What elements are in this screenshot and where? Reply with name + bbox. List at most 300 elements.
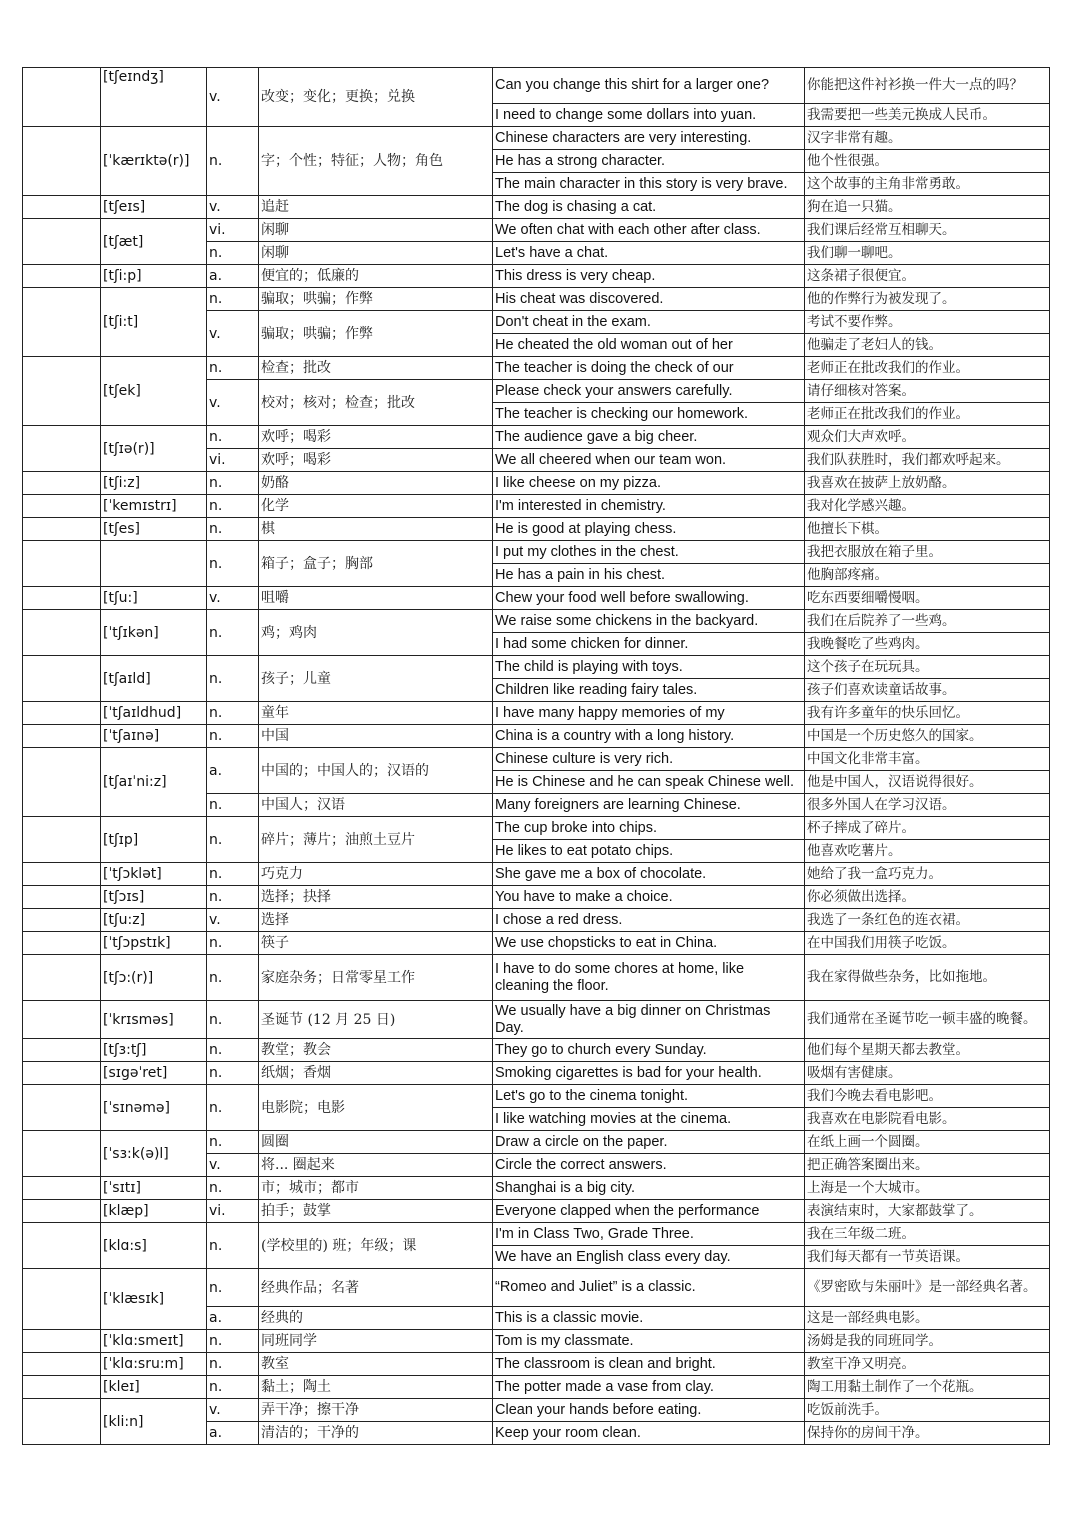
meaning-cell: 闲聊 — [259, 242, 493, 265]
translation-cell: 老师正在批改我们的作业。 — [805, 357, 1050, 380]
meaning-cell: 教堂；教会 — [259, 1039, 493, 1062]
table-row — [23, 1177, 1050, 1200]
translation-cell: 她给了我一盒巧克力。 — [805, 863, 1050, 886]
table-row — [23, 587, 1050, 610]
example-sentence-cell: We have an English class every day. — [493, 1246, 805, 1269]
example-sentence-cell: I'm interested in chemistry. — [493, 495, 805, 518]
table-row — [23, 196, 1050, 219]
example-sentence-cell: “Romeo and Juliet” is a classic. — [493, 1269, 805, 1307]
example-sentence-cell: Chinese culture is very rich. — [493, 748, 805, 771]
meaning-cell: 筷子 — [259, 932, 493, 955]
table-row — [23, 656, 1050, 679]
table-row — [23, 610, 1050, 633]
word-cell — [23, 1353, 101, 1376]
meaning-cell: 骗取；哄骗；作弊 — [259, 288, 493, 311]
table-row — [23, 932, 1050, 955]
word-cell — [23, 127, 101, 196]
part-of-speech-cell: n. — [207, 932, 259, 955]
example-sentence-cell: You have to make a choice. — [493, 886, 805, 909]
example-sentence-cell: The cup broke into chips. — [493, 817, 805, 840]
translation-cell: 很多外国人在学习汉语。 — [805, 794, 1050, 817]
part-of-speech-cell: vi. — [207, 219, 259, 242]
part-of-speech-cell: n. — [207, 495, 259, 518]
phonetic-cell: [tʃi:p] — [101, 265, 207, 288]
example-sentence-cell: Draw a circle on the paper. — [493, 1131, 805, 1154]
example-sentence-cell: I had some chicken for dinner. — [493, 633, 805, 656]
phonetic-cell: [ˈtʃɔpstɪk] — [101, 932, 207, 955]
phonetic-cell: [ˈklɑ:sru:m] — [101, 1353, 207, 1376]
example-sentence-cell: The child is playing with toys. — [493, 656, 805, 679]
example-sentence-cell: Chinese characters are very interesting. — [493, 127, 805, 150]
part-of-speech-cell: n. — [207, 518, 259, 541]
word-cell — [23, 1376, 101, 1399]
part-of-speech-cell: n. — [207, 1376, 259, 1399]
translation-cell: 请仔细核对答案。 — [805, 380, 1050, 403]
phonetic-cell: [ˈtʃɔklət] — [101, 863, 207, 886]
phonetic-cell: [tʃi:t] — [101, 288, 207, 357]
part-of-speech-cell: n. — [207, 541, 259, 587]
translation-cell: 吃饭前洗手。 — [805, 1399, 1050, 1422]
example-sentence-cell: The dog is chasing a cat. — [493, 196, 805, 219]
example-sentence-cell: Circle the correct answers. — [493, 1154, 805, 1177]
part-of-speech-cell: vi. — [207, 1200, 259, 1223]
meaning-cell: 纸烟；香烟 — [259, 1062, 493, 1085]
part-of-speech-cell: n. — [207, 357, 259, 380]
phonetic-cell: [tʃek] — [101, 357, 207, 426]
example-sentence-cell: Many foreigners are learning Chinese. — [493, 794, 805, 817]
word-cell — [23, 656, 101, 702]
part-of-speech-cell: v. — [207, 909, 259, 932]
phonetic-cell: [tʃaɪˈni:z] — [101, 748, 207, 817]
phonetic-cell: [kleɪ] — [101, 1376, 207, 1399]
translation-cell: 杯子摔成了碎片。 — [805, 817, 1050, 840]
translation-cell: 在纸上画一个圆圈。 — [805, 1131, 1050, 1154]
meaning-cell: 便宜的；低廉的 — [259, 265, 493, 288]
phonetic-cell: [ˈtʃaɪldhud] — [101, 702, 207, 725]
table-row — [23, 1353, 1050, 1376]
word-cell — [23, 610, 101, 656]
example-sentence-cell: The teacher is checking our homework. — [493, 403, 805, 426]
word-cell — [23, 932, 101, 955]
phonetic-cell: [kli:n] — [101, 1399, 207, 1445]
table-row — [23, 288, 1050, 311]
table-row — [23, 1001, 1050, 1039]
meaning-cell: 鸡；鸡肉 — [259, 610, 493, 656]
part-of-speech-cell: v. — [207, 1154, 259, 1177]
table-row — [23, 1330, 1050, 1353]
word-cell — [23, 68, 101, 127]
phonetic-cell: [tʃu:] — [101, 587, 207, 610]
example-sentence-cell: We often chat with each other after class. — [493, 219, 805, 242]
table-row — [23, 495, 1050, 518]
table-row — [23, 1062, 1050, 1085]
example-sentence-cell: This dress is very cheap. — [493, 265, 805, 288]
example-sentence-cell: Let's have a chat. — [493, 242, 805, 265]
translation-cell: 他胸部疼痛。 — [805, 564, 1050, 587]
example-sentence-cell: He is Chinese and he can speak Chinese well. — [493, 771, 805, 794]
phonetic-cell: [ˈtʃɪkən] — [101, 610, 207, 656]
translation-cell: 教室干净又明亮。 — [805, 1353, 1050, 1376]
translation-cell: 我需要把一些美元换成人民币。 — [805, 104, 1050, 127]
meaning-cell: 经典的 — [259, 1307, 493, 1330]
word-cell — [23, 1039, 101, 1062]
example-sentence-cell: I have many happy memories of my — [493, 702, 805, 725]
part-of-speech-cell: n. — [207, 288, 259, 311]
phonetic-cell: [tʃɜ:tʃ] — [101, 1039, 207, 1062]
phonetic-cell: [ˈsɪnəmə] — [101, 1085, 207, 1131]
meaning-cell: 家庭杂务；日常零星工作 — [259, 955, 493, 1001]
table-row — [23, 955, 1050, 1001]
meaning-cell: 选择 — [259, 909, 493, 932]
example-sentence-cell: He cheated the old woman out of her — [493, 334, 805, 357]
table-row — [23, 1269, 1050, 1307]
part-of-speech-cell: v. — [207, 587, 259, 610]
phonetic-cell: [ˈklɑ:smeɪt] — [101, 1330, 207, 1353]
meaning-cell: 孩子；儿童 — [259, 656, 493, 702]
example-sentence-cell: The main character in this story is very brave. — [493, 173, 805, 196]
word-cell — [23, 1223, 101, 1269]
word-cell — [23, 196, 101, 219]
translation-cell: 上海是一个大城市。 — [805, 1177, 1050, 1200]
example-sentence-cell: The audience gave a big cheer. — [493, 426, 805, 449]
translation-cell: 观众们大声欢呼。 — [805, 426, 1050, 449]
meaning-cell: 弄干净；擦干净 — [259, 1399, 493, 1422]
example-sentence-cell: I'm in Class Two, Grade Three. — [493, 1223, 805, 1246]
table-row — [23, 725, 1050, 748]
meaning-cell: 校对；核对；检查；批改 — [259, 380, 493, 426]
translation-cell: 你必须做出选择。 — [805, 886, 1050, 909]
word-cell — [23, 748, 101, 817]
phonetic-cell: [ˈsɜ:k(ə)l] — [101, 1131, 207, 1177]
translation-cell: 吃东西要细嚼慢咽。 — [805, 587, 1050, 610]
translation-cell: 《罗密欧与朱丽叶》是一部经典名著。 — [805, 1269, 1050, 1307]
meaning-cell: 中国 — [259, 725, 493, 748]
word-cell — [23, 1001, 101, 1039]
part-of-speech-cell: n. — [207, 955, 259, 1001]
example-sentence-cell: We all cheered when our team won. — [493, 449, 805, 472]
part-of-speech-cell: n. — [207, 1353, 259, 1376]
table-row — [23, 265, 1050, 288]
example-sentence-cell: Shanghai is a big city. — [493, 1177, 805, 1200]
example-sentence-cell: We usually have a big dinner on Christmas Day. — [493, 1001, 805, 1039]
word-cell — [23, 955, 101, 1001]
phonetic-cell: [tʃeɪs] — [101, 196, 207, 219]
example-sentence-cell: He is good at playing chess. — [493, 518, 805, 541]
part-of-speech-cell: vi. — [207, 449, 259, 472]
part-of-speech-cell: v. — [207, 1399, 259, 1422]
translation-cell: 我对化学感兴趣。 — [805, 495, 1050, 518]
part-of-speech-cell: a. — [207, 1307, 259, 1330]
meaning-cell: 黏土；陶土 — [259, 1376, 493, 1399]
meaning-cell: 闲聊 — [259, 219, 493, 242]
phonetic-cell: [tʃi:z] — [101, 472, 207, 495]
part-of-speech-cell: n. — [207, 1330, 259, 1353]
meaning-cell: 欢呼；喝彩 — [259, 426, 493, 449]
translation-cell: 这个孩子在玩玩具。 — [805, 656, 1050, 679]
phonetic-cell: [tʃæt] — [101, 219, 207, 265]
example-sentence-cell: The teacher is doing the check of our — [493, 357, 805, 380]
meaning-cell: 圣诞节 (12 月 25 日) — [259, 1001, 493, 1039]
translation-cell: 中国是一个历史悠久的国家。 — [805, 725, 1050, 748]
word-cell — [23, 702, 101, 725]
phonetic-cell: [klɑ:s] — [101, 1223, 207, 1269]
translation-cell: 我在三年级二班。 — [805, 1223, 1050, 1246]
part-of-speech-cell: n. — [207, 1269, 259, 1307]
phonetic-cell: [tʃaɪld] — [101, 656, 207, 702]
example-sentence-cell: I put my clothes in the chest. — [493, 541, 805, 564]
translation-cell: 他们每个星期天都去教堂。 — [805, 1039, 1050, 1062]
meaning-cell: 经典作品；名著 — [259, 1269, 493, 1307]
phonetic-cell: [sɪgəˈret] — [101, 1062, 207, 1085]
meaning-cell: 巧克力 — [259, 863, 493, 886]
phonetic-cell: [tʃu:z] — [101, 909, 207, 932]
word-cell — [23, 1085, 101, 1131]
part-of-speech-cell: n. — [207, 1223, 259, 1269]
part-of-speech-cell: v. — [207, 380, 259, 426]
table-row — [23, 219, 1050, 242]
vocabulary-table — [22, 67, 1050, 1445]
meaning-cell: 碎片；薄片；油煎土豆片 — [259, 817, 493, 863]
meaning-cell: 拍手；鼓掌 — [259, 1200, 493, 1223]
translation-cell: 我把衣服放在箱子里。 — [805, 541, 1050, 564]
phonetic-cell: [ˈtʃaɪnə] — [101, 725, 207, 748]
part-of-speech-cell: v. — [207, 68, 259, 127]
word-cell — [23, 1062, 101, 1085]
part-of-speech-cell: n. — [207, 863, 259, 886]
part-of-speech-cell: a. — [207, 1422, 259, 1445]
meaning-cell: 箱子；盒子；胸部 — [259, 541, 493, 587]
meaning-cell: 市；城市；都市 — [259, 1177, 493, 1200]
translation-cell: 汤姆是我的同班同学。 — [805, 1330, 1050, 1353]
translation-cell: 他擅长下棋。 — [805, 518, 1050, 541]
meaning-cell: 同班同学 — [259, 1330, 493, 1353]
part-of-speech-cell: n. — [207, 242, 259, 265]
meaning-cell: 奶酪 — [259, 472, 493, 495]
table-row — [23, 127, 1050, 150]
table-row — [23, 1085, 1050, 1108]
phonetic-cell: [ˈklæsɪk] — [101, 1269, 207, 1330]
meaning-cell: 追赶 — [259, 196, 493, 219]
example-sentence-cell: Keep your room clean. — [493, 1422, 805, 1445]
example-sentence-cell: Let's go to the cinema tonight. — [493, 1085, 805, 1108]
word-cell — [23, 1399, 101, 1445]
phonetic-cell: [tʃeɪndʒ] — [101, 68, 207, 127]
meaning-cell: (学校里的) 班；年级；课 — [259, 1223, 493, 1269]
example-sentence-cell: The potter made a vase from clay. — [493, 1376, 805, 1399]
translation-cell: 吸烟有害健康。 — [805, 1062, 1050, 1085]
part-of-speech-cell: n. — [207, 472, 259, 495]
part-of-speech-cell: n. — [207, 794, 259, 817]
translation-cell: 我们在后院养了一些鸡。 — [805, 610, 1050, 633]
phonetic-cell — [101, 541, 207, 587]
translation-cell: 保持你的房间干净。 — [805, 1422, 1050, 1445]
translation-cell: 孩子们喜欢读童话故事。 — [805, 679, 1050, 702]
table-row — [23, 357, 1050, 380]
word-cell — [23, 863, 101, 886]
meaning-cell: 将... 圈起来 — [259, 1154, 493, 1177]
phonetic-cell: [tʃes] — [101, 518, 207, 541]
part-of-speech-cell: n. — [207, 127, 259, 196]
word-cell — [23, 357, 101, 426]
meaning-cell: 中国人；汉语 — [259, 794, 493, 817]
word-cell — [23, 288, 101, 357]
translation-cell: 我们今晚去看电影吧。 — [805, 1085, 1050, 1108]
word-cell — [23, 1131, 101, 1177]
word-cell — [23, 495, 101, 518]
part-of-speech-cell: n. — [207, 725, 259, 748]
part-of-speech-cell: n. — [207, 1085, 259, 1131]
translation-cell: 他的作弊行为被发现了。 — [805, 288, 1050, 311]
part-of-speech-cell: v. — [207, 311, 259, 357]
part-of-speech-cell: n. — [207, 1062, 259, 1085]
example-sentence-cell: He has a strong character. — [493, 150, 805, 173]
vocabulary-table-body — [23, 68, 1050, 1445]
example-sentence-cell: They go to church every Sunday. — [493, 1039, 805, 1062]
example-sentence-cell: I chose a red dress. — [493, 909, 805, 932]
table-row — [23, 886, 1050, 909]
meaning-cell: 改变；变化；更换；兑换 — [259, 68, 493, 127]
example-sentence-cell: Don't cheat in the exam. — [493, 311, 805, 334]
meaning-cell: 中国的；中国人的；汉语的 — [259, 748, 493, 794]
meaning-cell: 童年 — [259, 702, 493, 725]
example-sentence-cell: Tom is my classmate. — [493, 1330, 805, 1353]
example-sentence-cell: I like cheese on my pizza. — [493, 472, 805, 495]
meaning-cell: 棋 — [259, 518, 493, 541]
word-cell — [23, 1269, 101, 1330]
translation-cell: 狗在追一只猫。 — [805, 196, 1050, 219]
translation-cell: 把正确答案圈出来。 — [805, 1154, 1050, 1177]
table-row — [23, 1039, 1050, 1062]
table-row — [23, 1223, 1050, 1246]
translation-cell: 我在家得做些杂务，比如拖地。 — [805, 955, 1050, 1001]
part-of-speech-cell: n. — [207, 1001, 259, 1039]
phonetic-cell: [ˈkrɪsməs] — [101, 1001, 207, 1039]
table-row — [23, 748, 1050, 771]
example-sentence-cell: Everyone clapped when the performance — [493, 1200, 805, 1223]
translation-cell: 我喜欢在披萨上放奶酪。 — [805, 472, 1050, 495]
translation-cell: 我们通常在圣诞节吃一顿丰盛的晚餐。 — [805, 1001, 1050, 1039]
table-row — [23, 702, 1050, 725]
table-row — [23, 472, 1050, 495]
part-of-speech-cell: a. — [207, 265, 259, 288]
table-row — [23, 909, 1050, 932]
meaning-cell: 清洁的；干净的 — [259, 1422, 493, 1445]
translation-cell: 我们队获胜时，我们都欢呼起来。 — [805, 449, 1050, 472]
part-of-speech-cell: a. — [207, 748, 259, 794]
meaning-cell: 咀嚼 — [259, 587, 493, 610]
translation-cell: 我们课后经常互相聊天。 — [805, 219, 1050, 242]
example-sentence-cell: We use chopsticks to eat in China. — [493, 932, 805, 955]
translation-cell: 老师正在批改我们的作业。 — [805, 403, 1050, 426]
example-sentence-cell: Please check your answers carefully. — [493, 380, 805, 403]
translation-cell: 表演结束时，大家都鼓掌了。 — [805, 1200, 1050, 1223]
table-row — [23, 518, 1050, 541]
example-sentence-cell: I have to do some chores at home, like cleaning the floor. — [493, 955, 805, 1001]
part-of-speech-cell: n. — [207, 1131, 259, 1154]
example-sentence-cell: China is a country with a long history. — [493, 725, 805, 748]
part-of-speech-cell: n. — [207, 1039, 259, 1062]
word-cell — [23, 886, 101, 909]
phonetic-cell: [klæp] — [101, 1200, 207, 1223]
word-cell — [23, 587, 101, 610]
example-sentence-cell: She gave me a box of chocolate. — [493, 863, 805, 886]
example-sentence-cell: Chew your food well before swallowing. — [493, 587, 805, 610]
phonetic-cell: [ˈsɪtɪ] — [101, 1177, 207, 1200]
table-row — [23, 1131, 1050, 1154]
translation-cell: 我们聊一聊吧。 — [805, 242, 1050, 265]
table-row — [23, 817, 1050, 840]
example-sentence-cell: Can you change this shirt for a larger one? — [493, 68, 805, 104]
example-sentence-cell: He has a pain in his chest. — [493, 564, 805, 587]
meaning-cell: 化学 — [259, 495, 493, 518]
example-sentence-cell: The classroom is clean and bright. — [493, 1353, 805, 1376]
translation-cell: 他骗走了老妇人的钱。 — [805, 334, 1050, 357]
word-cell — [23, 518, 101, 541]
table-row — [23, 426, 1050, 449]
table-row — [23, 541, 1050, 564]
translation-cell: 你能把这件衬衫换一件大一点的吗？ — [805, 68, 1050, 104]
translation-cell: 这是一部经典电影。 — [805, 1307, 1050, 1330]
phonetic-cell: [tʃɔ:(r)] — [101, 955, 207, 1001]
example-sentence-cell: Children like reading fairy tales. — [493, 679, 805, 702]
meaning-cell: 选择；抉择 — [259, 886, 493, 909]
part-of-speech-cell: v. — [207, 196, 259, 219]
word-cell — [23, 472, 101, 495]
translation-cell: 陶工用黏土制作了一个花瓶。 — [805, 1376, 1050, 1399]
phonetic-cell: [tʃɪp] — [101, 817, 207, 863]
part-of-speech-cell: n. — [207, 817, 259, 863]
word-cell — [23, 817, 101, 863]
word-cell — [23, 265, 101, 288]
part-of-speech-cell: n. — [207, 610, 259, 656]
meaning-cell: 骗取；哄骗；作弊 — [259, 311, 493, 357]
table-row — [23, 863, 1050, 886]
phonetic-cell: [ˈkærɪktə(r)] — [101, 127, 207, 196]
example-sentence-cell: I like watching movies at the cinema. — [493, 1108, 805, 1131]
example-sentence-cell: Clean your hands before eating. — [493, 1399, 805, 1422]
translation-cell: 我有许多童年的快乐回忆。 — [805, 702, 1050, 725]
translation-cell: 他个性很强。 — [805, 150, 1050, 173]
part-of-speech-cell: n. — [207, 1177, 259, 1200]
word-cell — [23, 1330, 101, 1353]
table-row — [23, 68, 1050, 104]
translation-cell: 他是中国人，汉语说得很好。 — [805, 771, 1050, 794]
translation-cell: 中国文化非常丰富。 — [805, 748, 1050, 771]
example-sentence-cell: He likes to eat potato chips. — [493, 840, 805, 863]
meaning-cell: 检查；批改 — [259, 357, 493, 380]
translation-cell: 这条裙子很便宜。 — [805, 265, 1050, 288]
meaning-cell: 教室 — [259, 1353, 493, 1376]
meaning-cell: 圆圈 — [259, 1131, 493, 1154]
word-cell — [23, 725, 101, 748]
translation-cell: 这个故事的主角非常勇敢。 — [805, 173, 1050, 196]
translation-cell: 我喜欢在电影院看电影。 — [805, 1108, 1050, 1131]
part-of-speech-cell: n. — [207, 426, 259, 449]
word-cell — [23, 909, 101, 932]
part-of-speech-cell: n. — [207, 702, 259, 725]
example-sentence-cell: Smoking cigarettes is bad for your health. — [493, 1062, 805, 1085]
translation-cell: 我们每天都有一节英语课。 — [805, 1246, 1050, 1269]
translation-cell: 我晚餐吃了些鸡肉。 — [805, 633, 1050, 656]
word-cell — [23, 426, 101, 472]
example-sentence-cell: His cheat was discovered. — [493, 288, 805, 311]
word-cell — [23, 1177, 101, 1200]
table-row — [23, 1399, 1050, 1422]
translation-cell: 在中国我们用筷子吃饭。 — [805, 932, 1050, 955]
example-sentence-cell: I need to change some dollars into yuan. — [493, 104, 805, 127]
table-row — [23, 1376, 1050, 1399]
translation-cell: 我选了一条红色的连衣裙。 — [805, 909, 1050, 932]
